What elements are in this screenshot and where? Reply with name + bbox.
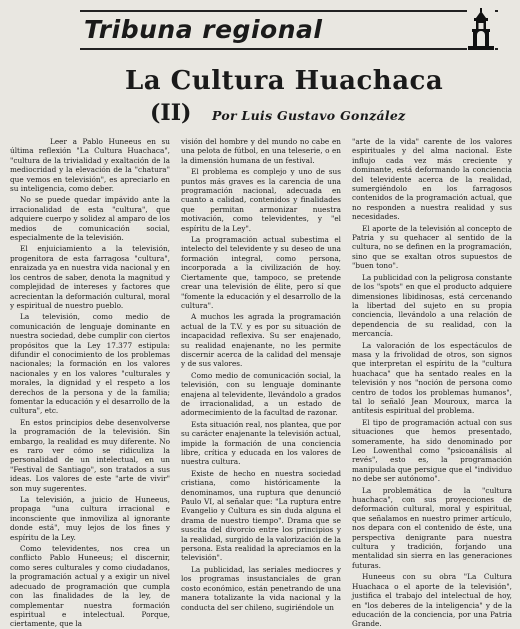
article-paragraph: Huneeus con su obra "La Cultura Huachaca o el aporte de la televisión", justifica el trabajo del intelectual de hoy, en "los deberes de la inteligencia" y de la educación de la conciencia, por una Patria Grande.	[352, 572, 512, 629]
article-paragraph: "arte de la vida" carente de los valores espirituales y del alma nacional. Este influjo cada vez más creciente y dominante, está deformando la conciencia del televidente acerca de la realidad, sumergiéndolo en los farragosos contenidos de la programación actual, que no responden a nuestra realidad y sus necesidades.	[352, 137, 512, 222]
masthead-title: Tribuna regional	[84, 15, 323, 44]
article-paragraph: La valoración de los espectáculos de masa y la frivolidad de otros, son signos que interpretan el espíritu de la "cultura huachaca" que ha sentado reales en la televisión y nos "noción de persona como centro de todos los problemas humanos", tal lo señaló Jean Mouroux, marca la antítesis espiritual del problema.	[352, 340, 512, 416]
article-paragraph: La publicidad, las seriales mediocres y los programas insustanciales de gran costo económico, están penetrando de una manera totalizante la vida nacional y la conducta del ser chileno, sugiriéndole un	[181, 564, 341, 612]
article-paragraph: Esta situación real, nos plantea, que por su carácter enajenante la televisión actual, impide la formación de una conciencia libre, crítica y educada en los valores de nuestra cultura.	[181, 419, 341, 467]
article-paragraph: El aporte de la televisión al concepto de Patria y su quehacer al sentido de la cultura, no se definen en la programación, sino que se exaltan otros supuestos de "buen tono".	[352, 223, 512, 271]
article-paragraph: Existe de hecho en nuestra sociedad cristiana, como históricamente la denominamos, una ruptura que denunció Paulo VI, al señalar que: "La ruptura entre Evangelio y Cultura es sin duda alguna el drama de nuestro tiempo". Drama que se suscita del divorcio entre los principios y la realidad, surgido de la valorización de la persona. Esta realidad la apreciamos en la televisión".	[181, 468, 341, 563]
bell-tower-icon	[464, 8, 498, 52]
article-paragraph: El enjuiciamiento a la televisión, progenitora de esta farragosa "cultura", enraizada ya en nuestra vida nacional y en los centros de saber, denota la magnitud y complejidad de intereses y factores que acrecientan la deformación cultural, moral y espiritual de nuestro pueblo.	[10, 244, 170, 310]
article-paragraph: La televisión, a juicio de Huneeus, propaga "una cultura irracional e inconsciente que inmoviliza al ignorante donde está", muy lejos de los fines y espíritu de la Ley.	[10, 495, 170, 542]
article-paragraph: visión del hombre y del mundo no cabe en una pelota de fútbol, en una teleserie, o en la dimensión humana de un festival.	[181, 137, 341, 165]
article-paragraph: Como televidentes, nos crea un conflicto Pablo Huneeus; el discernir, como seres culturales y como ciudadanos, la programación actual y a exigir un nivel adecuado de programación que cumpla con las finalidades de la ley, de complementar nuestra formación espiritual e intelectual. Porque, ciertamente, que la	[10, 544, 170, 629]
article-column-3	[352, 137, 512, 629]
article-paragraph: El problema es complejo y uno de sus puntos más graves es la carencia de una programación nacional, adecuada en cuanto a calidad, contenidos y finalidades que permitan armonizar nuestra motivación, como televidentes, y "el espíritu de la Ley".	[181, 167, 341, 233]
article-paragraph: La publicidad con la peligrosa constante de los "spots" en que el producto adquiere dimensiones libidinosas, está cercenando la libertad del sujeto en su propia conciencia, llevándolo a una relación de dependencia de su realidad, con la mercancía.	[352, 272, 512, 339]
article-paragraph: La problemática de la "cultura huachaca", con sus proyecciones de deformación cultural, moral y espiritual, que señalamos en nuestro primer artículo, nos depara con el contenido de éste, una perspectiva denigrante para nuestra cultura y tradición, forjando una mentalidad sin sierra en las generaciones futuras.	[352, 485, 512, 570]
article-paragraph: El tipo de programación actual con sus situaciones que hemos presentado, someramente, ha sido denominado por Leo Lowenthal como "psicoanálisis al revés", esto es, la programación manipulada que persigue que el "individuo no debe ser autónomo".	[352, 417, 512, 484]
article-paragraph: Leer a Pablo Huneeus en su última reflexión "La Cultura Huachaca", "cultura de la trivialidad y exaltación de la mediocridad y la elevación de la "chatura" que vemos en televisión", es apreciarlo en su inteligencia, como deber.	[10, 137, 170, 194]
article-paragraph: La programación actual subestima el intelecto del televidente y su deseo de una formación integral, como persona, incorporada a la civilización de hoy. Ciertamente que, tampoco, se pretende crear una televisión de élite, pero sí que "fomente la educación y el desarrollo de la cultura".	[181, 235, 341, 310]
article-column-2	[181, 137, 341, 612]
article-body	[6, 137, 514, 629]
article-paragraph: Como medio de comunicación social, la televisión, con su lenguaje dominante enajena al televidente, llevándolo a grados de irracionalidad, a un estado de adormecimiento de la facultad de razonar.	[181, 370, 341, 418]
article-paragraph: A muchos les agrada la programación actual de la T.V. y es por su situación de incapacidad reflexiva. Su ser enajenado, su realidad enajenante, no les permite discernir acerca de la calidad del mensaje y de sus valores.	[181, 312, 341, 369]
article-column-1	[10, 137, 170, 629]
article-paragraph: No se puede quedar impávido ante la irracionalidad de esta "cultura", que adquiere cuerpo y solidez al amparo de los medios de comunicación social, especialmente de la televisión.	[10, 195, 170, 243]
headline-title: La Cultura Huachaca	[125, 66, 444, 96]
article-paragraph: En estos principios debe desenvolverse la programación de la televisión. Sin embargo, la realidad es muy diferente. No es raro ver cómo se ridiculiza la personalidad de un intelectual, en un "Festival de Santiago", son tratados a sus ideas. Los valores de este "arte de vivir" son muy sugerentes.	[10, 417, 170, 493]
article-paragraph: La televisión, como medio de comunicación de lenguaje dominante en nuestra sociedad, debe cumplir con ciertos propósitos que la Ley 17.377 estipula: difundir el conocimiento de los problemas nacionales; la formación en los valores nacionales y en los valores "culturales y morales, la dignidad y el respeto a los derechos de la persona y de la familia; fomentar la educación y el desarrollo de la cultura", etc.	[10, 312, 170, 416]
issue-number: (II)	[150, 100, 192, 126]
byline: Por Luis Gustavo González	[212, 108, 406, 123]
masthead	[80, 10, 498, 50]
